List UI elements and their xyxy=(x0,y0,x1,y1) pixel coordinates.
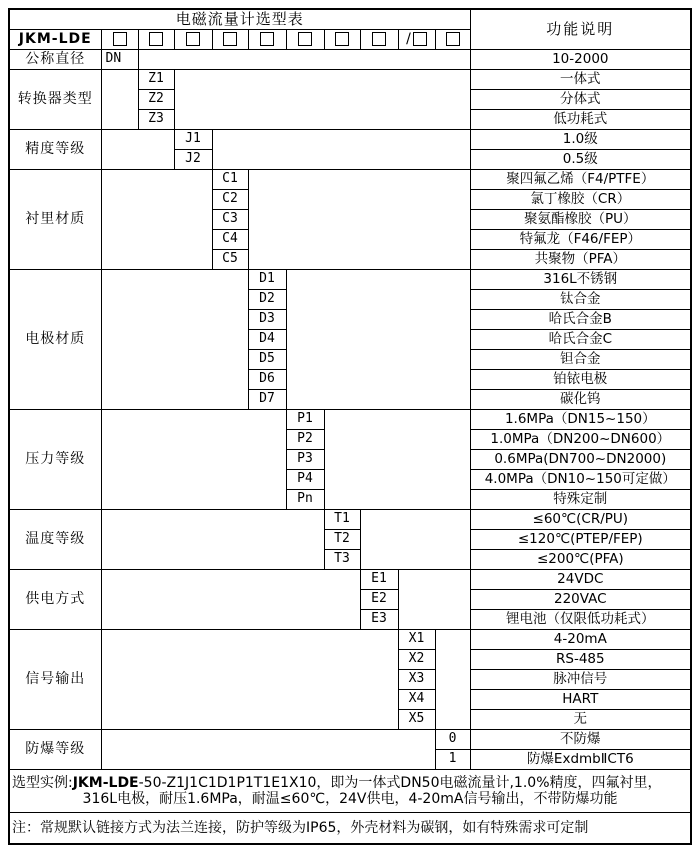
section-label-signal-output: 信号输出 xyxy=(9,630,101,730)
code-cell: X5 xyxy=(398,710,435,730)
code-cell: J2 xyxy=(174,150,212,170)
model-checkbox-cell xyxy=(248,30,286,50)
value-cell: 脉冲信号 xyxy=(470,670,691,690)
value-cell: 220VAC xyxy=(470,590,691,610)
selection-example xyxy=(9,770,691,813)
code-cell: J1 xyxy=(174,130,212,150)
table-header-row xyxy=(9,9,691,30)
model-checkbox-cell xyxy=(138,30,174,50)
value-cell: 聚四氟乙烯（F4/PTFE） xyxy=(470,170,691,190)
model-checkbox[interactable] xyxy=(335,32,349,46)
value-cell: ≤200℃(PFA) xyxy=(470,550,691,570)
filler-cell xyxy=(398,570,470,630)
model-checkbox-cell xyxy=(212,30,248,50)
model-checkbox[interactable] xyxy=(149,32,163,46)
code-cell: E1 xyxy=(360,570,398,590)
model-checkbox-cell xyxy=(360,30,398,50)
value-cell: 低功耗式 xyxy=(470,110,691,130)
table-row xyxy=(9,50,691,70)
value-cell: 聚氨酯橡胶（PU） xyxy=(470,210,691,230)
code-cell: Z3 xyxy=(138,110,174,130)
table-row xyxy=(9,630,691,650)
code-cell: P1 xyxy=(286,410,324,430)
filler-cell xyxy=(101,170,212,270)
section-label-accuracy-class: 精度等级 xyxy=(9,130,101,170)
model-checkbox[interactable] xyxy=(113,32,127,46)
filler-cell xyxy=(212,130,470,170)
model-checkbox-cell xyxy=(435,30,470,50)
value-cell: 特氟龙（F46/FEP） xyxy=(470,230,691,250)
table-row xyxy=(9,730,691,750)
value-cell: 锂电池（仅限低功耗式） xyxy=(470,610,691,630)
table-row xyxy=(9,410,691,430)
filler-cell xyxy=(324,410,470,510)
filler-cell xyxy=(101,510,324,570)
value-cell: 钽合金 xyxy=(470,350,691,370)
value-cell: 1.6MPa（DN15~150） xyxy=(470,410,691,430)
example-row xyxy=(9,770,691,813)
value-cell: 哈氏合金C xyxy=(470,330,691,350)
code-cell: P2 xyxy=(286,430,324,450)
value-cell: 4.0MPa（DN10~150可定做） xyxy=(470,470,691,490)
model-checkbox-cell xyxy=(398,30,435,50)
value-cell: 钛合金 xyxy=(470,290,691,310)
value-cell: 共聚物（PFA） xyxy=(470,250,691,270)
code-cell: C2 xyxy=(212,190,248,210)
code-cell: D7 xyxy=(248,390,286,410)
code-cell: Pn xyxy=(286,490,324,510)
value-cell: 防爆ExdmbⅡCT6 xyxy=(470,750,691,770)
code-cell: X4 xyxy=(398,690,435,710)
code-cell: E2 xyxy=(360,590,398,610)
filler-cell xyxy=(248,170,470,270)
code-cell: T2 xyxy=(324,530,360,550)
example-line1 xyxy=(12,775,688,791)
model-checkbox-cell xyxy=(286,30,324,50)
value-cell: HART xyxy=(470,690,691,710)
note-text: 注：常规默认链接方式为法兰连接，防护等级为IP65，外壳材料为碳钢，如有特殊需求可定制 xyxy=(9,813,691,845)
example-line2: 316L电极，耐压1.6MPa，耐温≤60℃，24V供电，4-20mA信号输出，不带防爆功能 xyxy=(82,791,618,807)
code-cell: P4 xyxy=(286,470,324,490)
example-model: JKM-LDE xyxy=(72,774,139,791)
value-cell: 分体式 xyxy=(470,90,691,110)
model-checkbox-cell xyxy=(324,30,360,50)
filler-cell xyxy=(174,70,470,130)
example-label: 选型实例: xyxy=(12,774,73,791)
code-cell: T1 xyxy=(324,510,360,530)
value-cell: 1.0级 xyxy=(470,130,691,150)
example-rest: -50-Z1J1C1D1P1T1E1X10，即为一体式DN50电磁流量计,1.0%精度，四氟衬里， xyxy=(138,774,662,791)
table-title: 电磁流量计选型表 xyxy=(9,9,470,30)
section-label-liner-material: 衬里材质 xyxy=(9,170,101,270)
code-cell: T3 xyxy=(324,550,360,570)
section-label-explosion-proof: 防爆等级 xyxy=(9,730,101,770)
value-cell: 10-2000 xyxy=(470,50,691,70)
table-row xyxy=(9,70,691,90)
code-cell: E3 xyxy=(360,610,398,630)
value-cell: 0.6MPa(DN700~DN2000) xyxy=(470,450,691,470)
value-cell: 316L不锈钢 xyxy=(470,270,691,290)
value-cell: RS-485 xyxy=(470,650,691,670)
code-cell: 0 xyxy=(435,730,470,750)
code-cell: D4 xyxy=(248,330,286,350)
model-checkbox[interactable] xyxy=(446,32,460,46)
section-label-power-supply: 供电方式 xyxy=(9,570,101,630)
selection-table xyxy=(8,8,692,845)
table-row xyxy=(9,570,691,590)
code-cell: D3 xyxy=(248,310,286,330)
filler-cell xyxy=(101,270,248,410)
value-cell: 铂铱电极 xyxy=(470,370,691,390)
filler-cell xyxy=(101,130,174,170)
filler-cell xyxy=(101,730,435,770)
note-row xyxy=(9,813,691,845)
code-cell: D1 xyxy=(248,270,286,290)
code-cell: Z2 xyxy=(138,90,174,110)
value-cell: 碳化钨 xyxy=(470,390,691,410)
code-cell: D2 xyxy=(248,290,286,310)
code-cell: P3 xyxy=(286,450,324,470)
table-row xyxy=(9,130,691,150)
table-row xyxy=(9,170,691,190)
filler-cell xyxy=(101,70,138,130)
model-checkbox[interactable] xyxy=(260,32,274,46)
code-cell: 1 xyxy=(435,750,470,770)
code-cell: DN xyxy=(101,50,138,70)
value-cell: ≤60℃(CR/PU) xyxy=(470,510,691,530)
section-label-converter-type: 转换器类型 xyxy=(9,70,101,130)
filler-cell xyxy=(101,410,286,510)
code-cell: X1 xyxy=(398,630,435,650)
model-checkbox-cell xyxy=(174,30,212,50)
model-checkbox[interactable] xyxy=(223,32,237,46)
value-cell: 24VDC xyxy=(470,570,691,590)
filler-cell xyxy=(286,270,470,410)
code-cell: C4 xyxy=(212,230,248,250)
code-cell: Z1 xyxy=(138,70,174,90)
model-prefix: JKM-LDE xyxy=(9,30,101,50)
code-cell: X3 xyxy=(398,670,435,690)
section-label-temperature-rating: 温度等级 xyxy=(9,510,101,570)
filler-cell xyxy=(360,510,470,570)
model-checkbox[interactable] xyxy=(413,32,427,46)
model-checkbox[interactable] xyxy=(298,32,312,46)
slash-separator: / xyxy=(406,31,411,48)
model-checkbox-cell xyxy=(101,30,138,50)
value-cell: 一体式 xyxy=(470,70,691,90)
code-cell: D6 xyxy=(248,370,286,390)
table-row xyxy=(9,270,691,290)
filler-cell xyxy=(435,630,470,730)
value-cell: ≤120℃(PTEP/FEP) xyxy=(470,530,691,550)
value-cell: 不防爆 xyxy=(470,730,691,750)
value-cell: 特殊定制 xyxy=(470,490,691,510)
filler-cell xyxy=(138,50,470,70)
code-cell: X2 xyxy=(398,650,435,670)
model-checkbox[interactable] xyxy=(372,32,386,46)
section-label-pressure-rating: 压力等级 xyxy=(9,410,101,510)
value-cell: 无 xyxy=(470,710,691,730)
function-column-header: 功能说明 xyxy=(470,9,691,50)
section-label-electrode-material: 电极材质 xyxy=(9,270,101,410)
table-row xyxy=(9,510,691,530)
code-cell: C5 xyxy=(212,250,248,270)
model-checkbox[interactable] xyxy=(186,32,200,46)
filler-cell xyxy=(101,630,398,730)
filler-cell xyxy=(101,570,360,630)
value-cell: 1.0MPa（DN200~DN600） xyxy=(470,430,691,450)
value-cell: 0.5级 xyxy=(470,150,691,170)
value-cell: 4-20mA xyxy=(470,630,691,650)
section-label-nominal-diameter: 公称直径 xyxy=(9,50,101,70)
value-cell: 哈氏合金B xyxy=(470,310,691,330)
value-cell: 氯丁橡胶（CR） xyxy=(470,190,691,210)
code-cell: C1 xyxy=(212,170,248,190)
code-cell: D5 xyxy=(248,350,286,370)
code-cell: C3 xyxy=(212,210,248,230)
